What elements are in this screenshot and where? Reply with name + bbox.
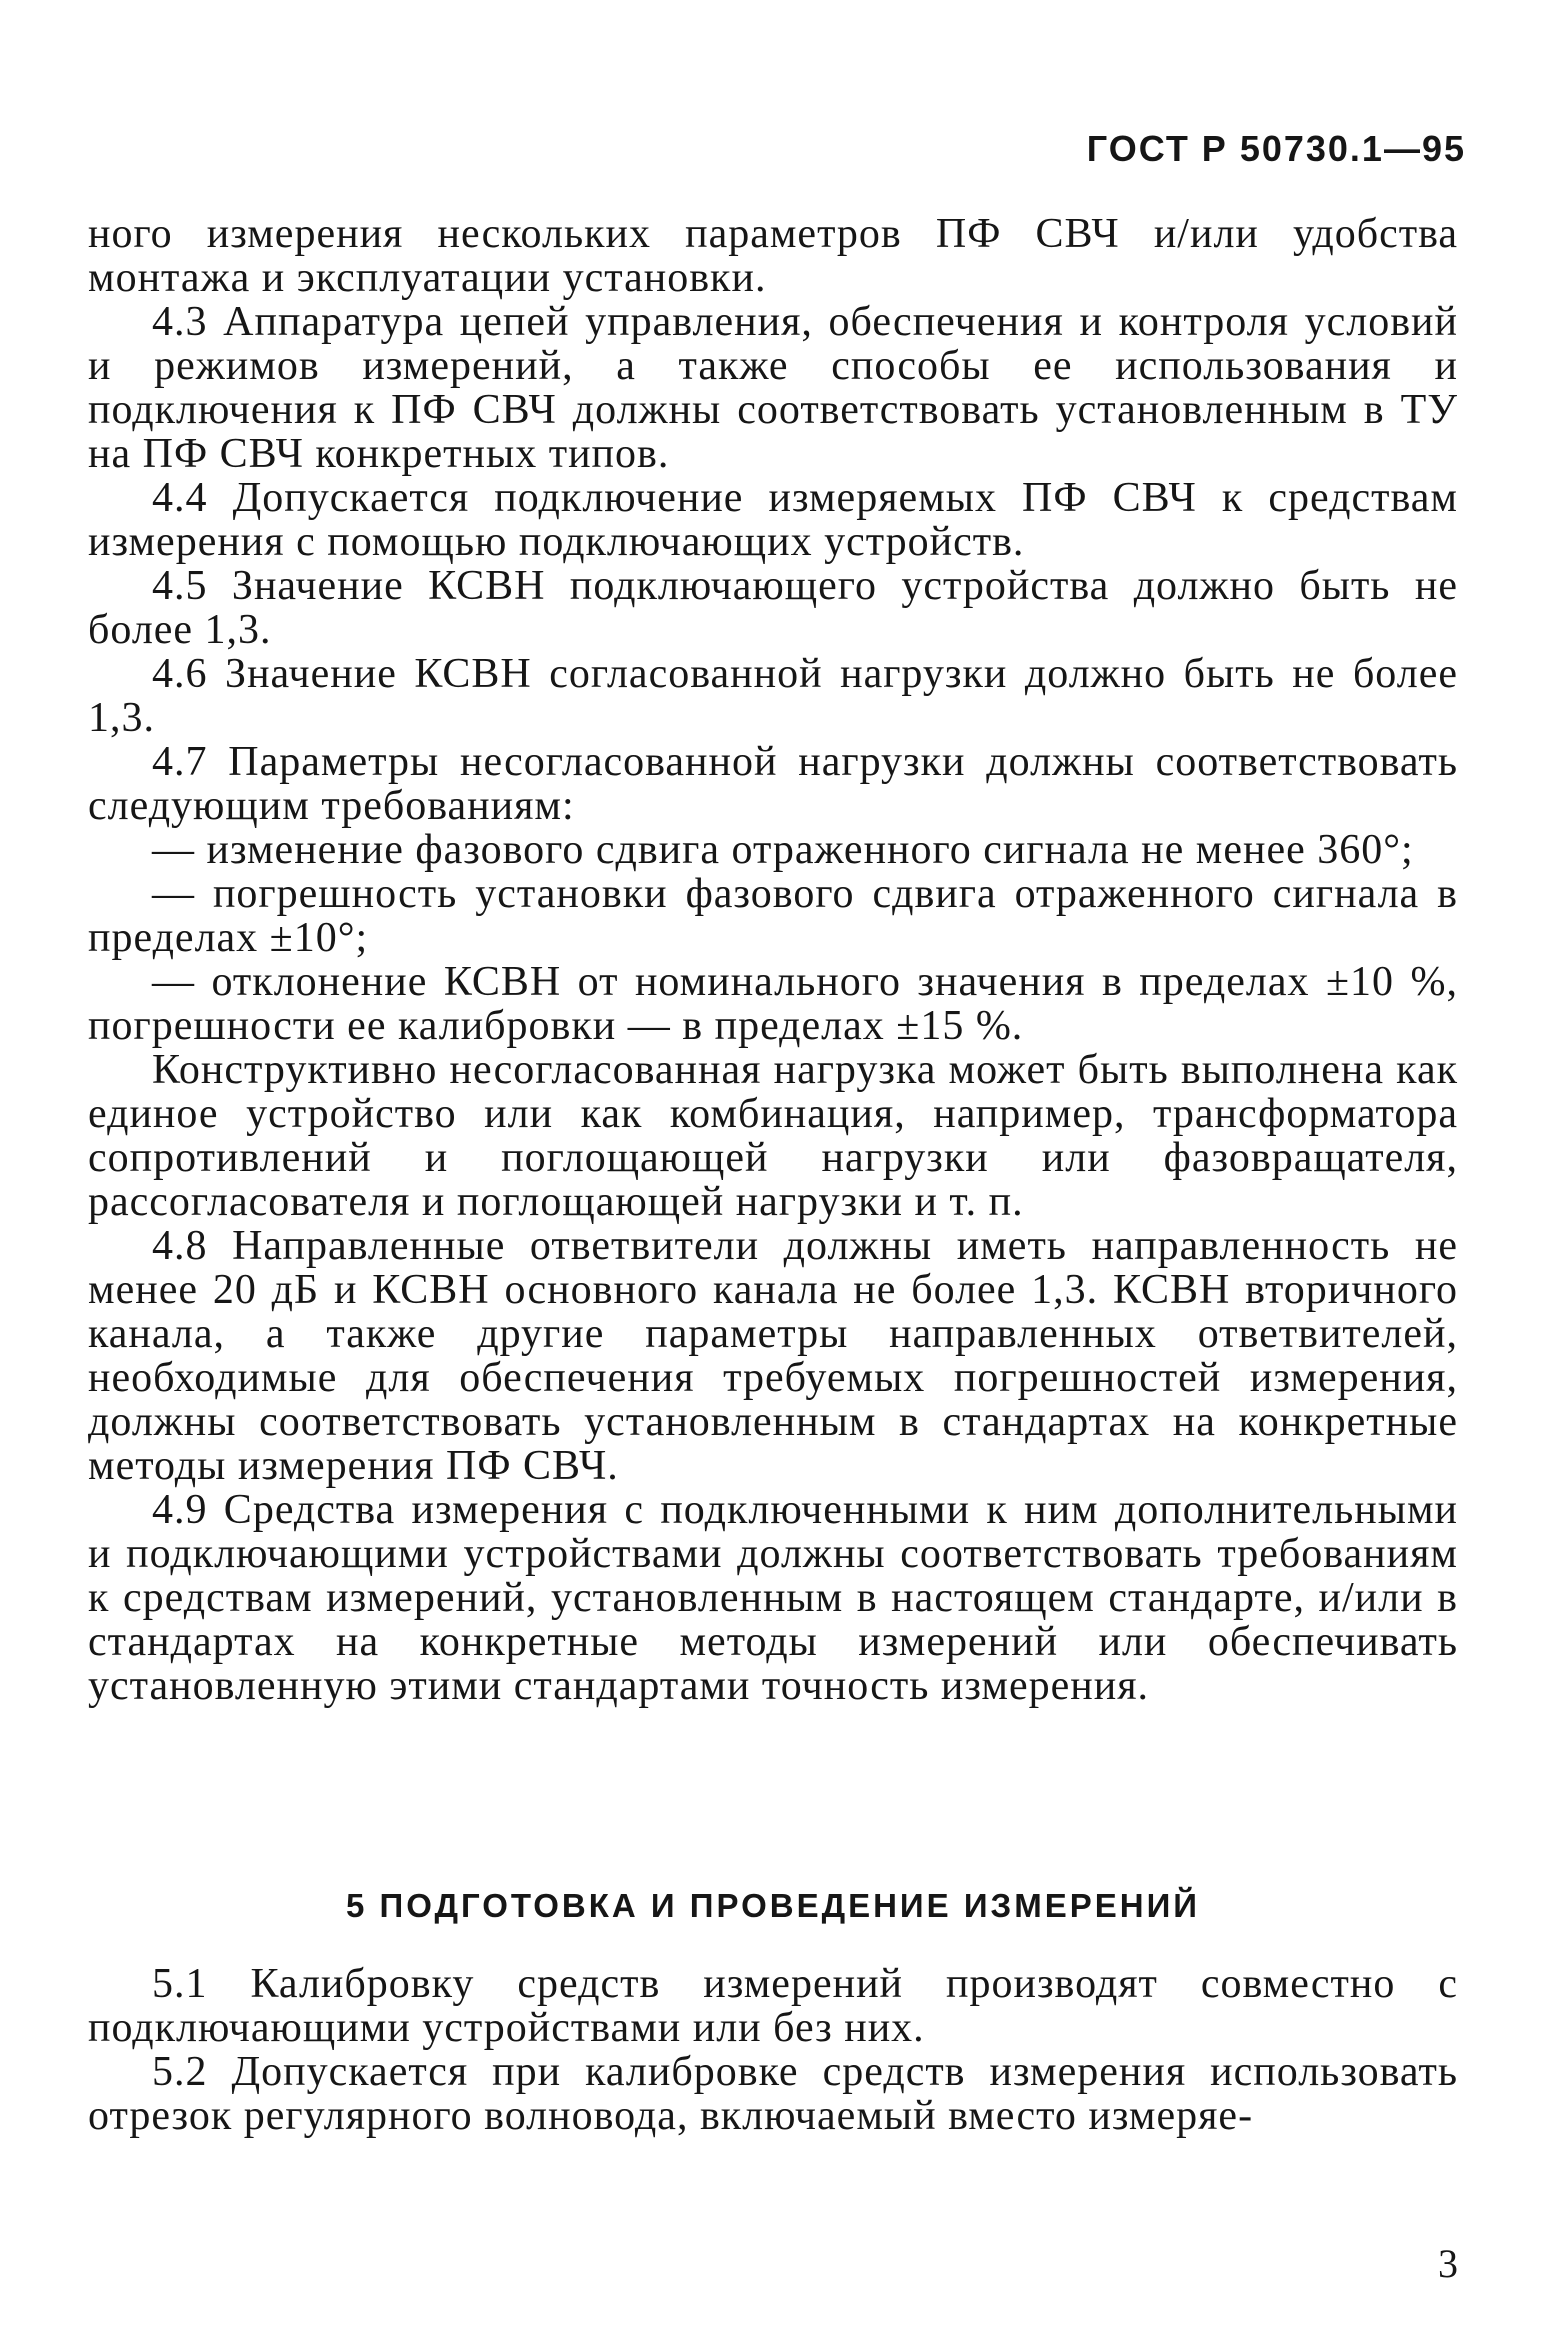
paragraph-5-1: 5.1 Калибровку средств измерений производят совместно с подключающими устройствами или без них. bbox=[88, 1961, 1458, 2051]
paragraph-mismatched-load-design: Конструктивно несогласованная нагрузка может быть выполнена как единое устройство или как комбинация, например, трансформатора сопротивлений и поглощающей нагрузки или фазовращателя, рассогласователя и поглощающей нагрузки и т. п. bbox=[88, 1047, 1458, 1225]
list-item-phase-shift-error: — погрешность установки фазового сдвига отраженного сигнала в пределах ±10°; bbox=[88, 871, 1458, 961]
paragraph-4-3: 4.3 Аппаратура цепей управления, обеспечения и контроля условий и режимов измерений, а также способы ее использования и подключения к ПФ СВЧ должны соответствовать установленным в ТУ на ПФ СВЧ конкретных типов. bbox=[88, 299, 1458, 477]
paragraph-continuation: ного измерения нескольких параметров ПФ СВЧ и/или удобства монтажа и эксплуатации установки. bbox=[88, 211, 1458, 301]
paragraph-4-7: 4.7 Параметры несогласованной нагрузки должны соответствовать следующим требованиям: bbox=[88, 739, 1458, 829]
paragraph-5-2: 5.2 Допускается при калибровке средств измерения использовать отрезок регулярного волновода, включаемый вместо измеряе- bbox=[88, 2049, 1458, 2139]
paragraph-4-9: 4.9 Средства измерения с подключенными к ним дополнительными и подключающими устройствами должны соответствовать требованиям к средствам измерений, установленным в настоящем стандарте, и/или в стандартах на конкретные методы измерений или обеспечивать установленную этими стандартами точность измерения. bbox=[88, 1487, 1458, 1709]
paragraph-4-5: 4.5 Значение КСВН подключающего устройства должно быть не более 1,3. bbox=[88, 563, 1458, 653]
paragraph-4-4: 4.4 Допускается подключение измеряемых ПФ СВЧ к средствам измерения с помощью подключающих устройств. bbox=[88, 475, 1458, 565]
list-item-phase-shift-change: — изменение фазового сдвига отраженного сигнала не менее 360°; bbox=[152, 827, 1414, 873]
page-number: 3 bbox=[1438, 2241, 1458, 2286]
paragraph-4-8: 4.8 Направленные ответвители должны иметь направленность не менее 20 дБ и КСВН основного канала не более 1,3. КСВН вторичного канала, а также другие параметры направленных ответвителей, необходимые для обеспечения требуемых погрешностей измерения, должны соответствовать установленным в стандартах на конкретные методы измерения ПФ СВЧ. bbox=[88, 1223, 1458, 1489]
list-item-vswr-deviation: — отклонение КСВН от номинального значения в пределах ±10 %, погрешности ее калибровки — в пределах ±15 %. bbox=[88, 959, 1458, 1049]
standard-code-header: ГОСТ Р 50730.1—95 bbox=[1086, 128, 1466, 169]
section-title: 5 ПОДГОТОВКА И ПРОВЕДЕНИЕ ИЗМЕРЕНИЙ bbox=[345, 1887, 1201, 1924]
document-body bbox=[88, 212, 1458, 1708]
paragraph-4-6: 4.6 Значение КСВН согласованной нагрузки должно быть не более 1,3. bbox=[88, 651, 1458, 741]
section-body bbox=[88, 1962, 1458, 2138]
